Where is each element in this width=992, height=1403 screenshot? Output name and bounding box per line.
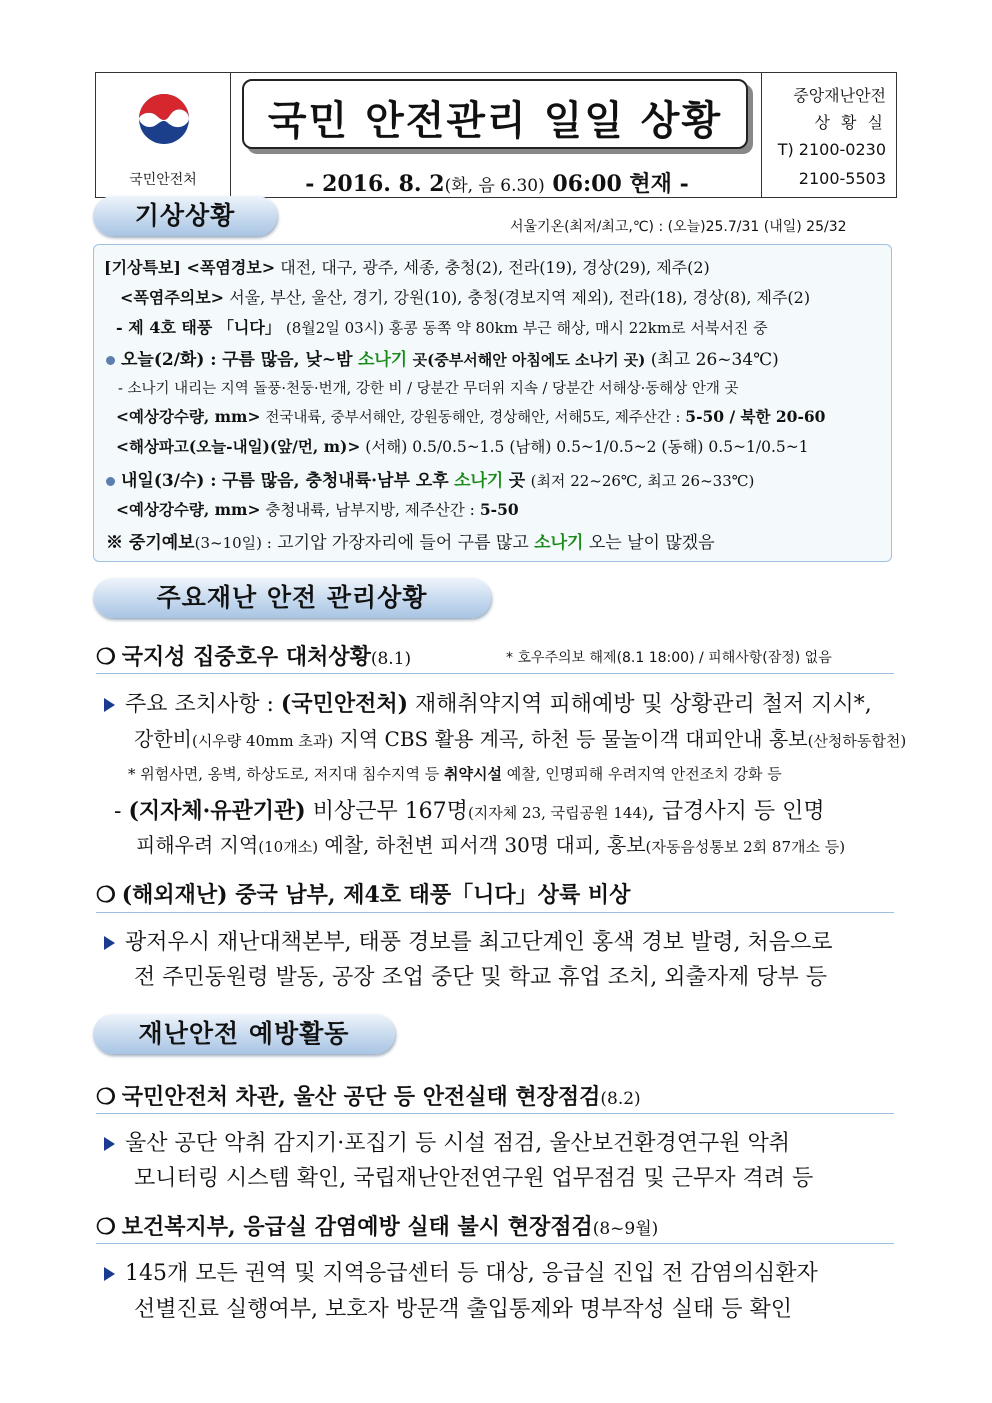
date-lunar: (화, 음 6.30) [444,176,545,196]
tomorrow-forecast-line [106,466,754,491]
triangle-bullet-icon [104,1137,115,1151]
emergency-staff-breakdown: (지자체 23, 국립공원 144) [467,804,648,822]
tomorrow-shower-area: 곳 [508,471,526,491]
midterm-period: (3~10일) : [194,534,272,552]
disaster-item-2-text: 광저우시 재난대책본부, 태풍 경보를 최고단계인 홍색 경보 발령, 처음으로 [125,930,833,955]
divider [96,912,894,913]
disaster-item-2-title: (해외재난) 중국 남부, 제4호 태풍「니다」상륙 비상 [121,882,631,908]
risk-area-broadcast: (자동음성통보 2회 87개소 등) [645,838,846,856]
circle-bullet-icon: ❍ [96,1084,116,1110]
prevention-item-1-title: 국민안전처 차관, 울산 공단 등 안전실태 현장점검 [121,1084,601,1110]
prevention-item-2-text: 145개 모든 권역 및 지역응급센터 등 대상, 응급실 진입 전 감염의심환자 [125,1261,818,1286]
heat-advisory-regions: 서울, 부산, 울산, 경기, 강원(10), 충청(경보지역 제외), 전라(18), 경상(8), 제주(2) [229,288,811,307]
circle-bullet-icon: ❍ [96,882,116,908]
disaster-section-title: 주요재난 안전 관리상황 [93,578,491,618]
heat-warning-regions: 대전, 대구, 광주, 세종, 충청(2), 전라(19), 경상(29), 제주(2) [280,258,710,277]
disaster-item-1-title: 국지성 집중호우 대처상황 [121,644,371,670]
triangle-bullet-icon [104,936,115,950]
contact-line-2: 상 황 실 [814,113,886,132]
rain-amount-today-line [116,405,825,427]
prevention-section-title: 재난안전 예방활동 [93,1014,395,1054]
local-agency-label: (지자체·유관기관) [128,798,306,824]
prevention-item-2-heading [96,1210,658,1241]
disaster-item-1-bullet-2-line-2 [136,829,845,858]
seoul-temperature: 서울기온(최저/최고,℃) : (오늘)25.7/31 (내일) 25/32 [510,219,847,235]
typhoon-label: - 제 4호 태풍 「니다」 [116,318,281,337]
disaster-item-1-footnote [128,763,782,784]
rain-amount-tomorrow-regions: 충청내륙, 남부지방, 제주산간 : [265,501,475,519]
contact-cell [761,73,896,197]
heavy-rain-threshold: (시우량 40mm 초과) [191,732,334,750]
midterm-forecast-line [106,528,715,553]
bullet-dot-icon [106,477,115,486]
disaster-item-1-bullet-2 [114,794,825,825]
divider [96,1113,894,1114]
rain-amount-label: <예상강수량, mm> [116,407,261,426]
measure-lead: 주요 조치사항 : [125,692,274,717]
today-shower: 소나기 [357,350,408,370]
org-name: 국민안전처 [129,172,197,188]
prevention-item-1-text: 울산 공단 악취 감지기·포집기 등 시설 점검, 울산보건환경연구원 악취 [125,1131,790,1156]
measure-agency: (국민안전처) [280,691,409,717]
footnote-bold: 취약시설 [444,765,502,783]
wave-height-values: (서해) 0.5/0.5~1.5 (남해) 0.5~1/0.5~2 (동해) 0.5~1/0.5~1 [365,438,809,456]
tomorrow-shower: 소나기 [454,471,504,491]
wave-height-label: <해상파고(오늘-내일)(앞/먼, m)> [116,437,361,456]
heat-advisory-label: <폭염주의보> [120,288,225,307]
disaster-item-2-bullet-1 [104,925,833,956]
contact-phone-2: 2100-5503 [798,169,886,188]
disaster-item-1-bullet-1-line-2 [134,723,906,752]
prevention-item-1-heading [96,1080,641,1111]
disaster-item-2-bullet-1-line-2: 전 주민동원령 발동, 공장 조업 중단 및 학교 휴업 조치, 외출자제 당부 등 [134,965,827,990]
wave-height-line [116,435,809,457]
midterm-text: 고기압 가장자리에 들어 구름 많고 [277,533,529,553]
footnote-text: * 위험사면, 옹벽, 하상도로, 저지대 침수지역 등 [128,765,440,783]
rain-amount-tomorrow-label: <예상강수량, mm> [116,500,261,519]
rain-amount-regions: 전국내륙, 중부서해안, 강원동해안, 경상해안, 서해5도, 제주산간 : [265,410,681,426]
disaster-item-1-bullet-1 [104,687,872,718]
heat-warning-line [104,255,710,278]
disaster-item-1-heading [96,640,411,671]
prevention-item-2-bullet-1 [104,1256,818,1287]
triangle-bullet-icon [104,698,115,712]
disaster-item-1-date: (8.1) [370,649,412,669]
government-emblem-icon [138,93,190,145]
disaster-item-2-heading [96,878,630,909]
today-sky: 구름 많음, 낮~밤 [222,350,353,370]
midterm-label: ※ 중기예보 [106,533,195,553]
measure-text: 재해취약지역 피해예방 및 상황관리 철저 지시*, [415,692,872,717]
today-forecast-line [106,345,779,370]
today-caution-line: - 소나기 내리는 지역 돌풍·천둥·번개, 강한 비 / 당분간 무더위 지속 / 당분간 서해상·동해상 안개 곳 [118,381,739,397]
weather-box [93,244,892,562]
report-date [242,167,752,198]
rain-amount-tomorrow-line [116,498,519,520]
contact-phone-1: T) 2100-0230 [777,140,886,159]
emergency-staff-text: , 급경사지 등 인명 [647,799,825,824]
circle-bullet-icon: ❍ [96,644,116,670]
date-time: 06:00 현재 - [552,171,689,197]
heavy-rain-action: 지역 CBS 활용 계곡, 하천 등 물놀이객 대피안내 홍보 [339,727,808,751]
prevention-item-1-bullet-1 [104,1126,790,1157]
heavy-rain-areas: (산청하동합천) [807,732,907,750]
footnote-text-2: 예찰, 인명피해 우려지역 안전조치 강화 등 [506,765,782,783]
prevention-item-2-bullet-1-line-2: 선별진료 실행여부, 보호자 방문객 출입통제와 명부작성 실태 등 확인 [134,1297,792,1322]
heat-advisory-line [120,285,810,308]
divider [96,1243,894,1244]
midterm-shower: 소나기 [534,533,584,553]
risk-area-action: 예찰, 하천변 피서객 30명 대피, 홍보 [324,833,646,857]
tomorrow-sky: 구름 많음, 충청내륙·남부 오후 [222,471,449,491]
typhoon-line [116,315,768,338]
rain-amount-tomorrow-value: 5-50 [479,500,519,519]
title-box [242,79,748,149]
rain-amount-value: 5-50 / 북한 20-60 [685,407,826,426]
bullet-dot-icon [106,356,115,365]
circle-bullet-icon: ❍ [96,1214,116,1240]
today-label: 오늘(2/화) : [121,350,217,370]
prevention-item-2-date: (8~9월) [592,1219,659,1239]
tomorrow-temp: (최저 22~26℃, 최고 26~33℃) [530,472,755,490]
prevention-item-1-date: (8.2) [600,1089,641,1109]
divider [96,673,894,674]
page-title: 국민 안전관리 일일 상황 [267,98,723,144]
today-shower-area: 곳(중부서해안 아침에도 소나기 곳) [412,351,646,369]
heavy-rain-label: 강한비 [134,727,192,751]
date-main: - 2016. 8. 2 [305,171,445,197]
document-header [95,72,897,198]
disaster-item-1-note: * 호우주의보 해제(8.1 18:00) / 피해사항(잠정) 없음 [506,650,832,666]
weather-section-title: 기상상황 [93,196,277,236]
contact-line-1: 중앙재난안전 [793,86,886,105]
today-temp: (최고 26~34℃) [650,350,779,370]
prevention-item-2-title: 보건복지부, 응급실 감염예방 실태 불시 현장점검 [121,1214,593,1240]
midterm-text-2: 오는 날이 많겠음 [588,533,715,553]
typhoon-text: (8월2일 03시) 홍콩 동쪽 약 80km 부근 해상, 매시 22km로 서북서진 중 [285,319,768,337]
tomorrow-label: 내일(3/수) : [121,471,217,491]
logo-cell [96,73,231,197]
risk-area-label: 피해우려 지역 [136,833,259,857]
dash-bullet: - [114,799,122,824]
emergency-staff: 비상근무 167명 [312,799,468,824]
prevention-item-1-bullet-1-line-2: 모니터링 시스템 확인, 국립재난안전연구원 업무점검 및 근무자 격려 등 [134,1166,814,1191]
heat-warning-label: [기상특보] <폭염경보> [104,258,276,277]
risk-area-count: (10개소) [258,838,319,856]
triangle-bullet-icon [104,1267,115,1281]
